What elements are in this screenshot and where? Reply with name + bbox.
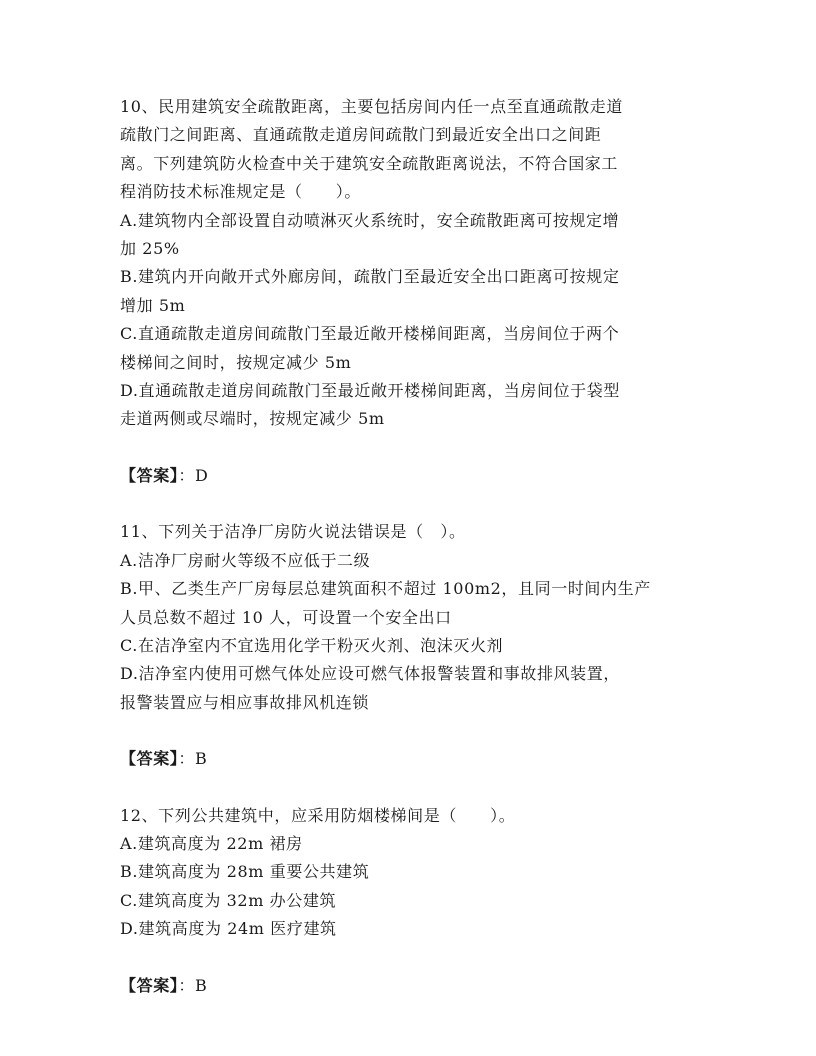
option-line: D.直通疏散走道房间疏散门至最近敞开楼梯间距离，当房间位于袋型	[120, 381, 620, 401]
option-line: C.直通疏散走道房间疏散门至最近敞开楼梯间距离，当房间位于两个	[120, 324, 620, 344]
document-page	[120, 93, 700, 1000]
option-line: 增加 5m	[120, 295, 186, 315]
option-line: A.洁净厂房耐火等级不应低于二级	[120, 550, 371, 570]
option-line: B.甲、乙类生产厂房每层总建筑面积不超过 100m2，且同一时间内生产	[120, 579, 651, 599]
option-line: D.建筑高度为 24m 医疗建筑	[120, 919, 337, 939]
option-line: C.建筑高度为 32m 办公建筑	[120, 890, 337, 910]
question-stem	[120, 802, 700, 830]
spacer	[120, 490, 700, 518]
spacer	[120, 434, 700, 462]
answer-line	[120, 462, 700, 490]
option-line: 人员总数不超过 10 人，可设置一个安全出口	[120, 607, 452, 627]
stem-line: 10、民用建筑安全疏散距离，主要包括房间内任一点至直通疏散走道	[120, 97, 623, 116]
spacer	[120, 717, 700, 745]
answer-label: 【答案】	[120, 975, 179, 995]
question-12	[120, 802, 700, 1000]
answer-label: 【答案】	[120, 749, 179, 769]
question-stem	[120, 93, 700, 207]
question-10	[120, 93, 700, 518]
stem-line: 离。下列建筑防火检查中关于建筑安全疏散距离说法，不符合国家工	[120, 153, 619, 173]
question-options	[120, 547, 700, 717]
question-stem	[120, 518, 700, 546]
stem-line: 11、下列关于洁净厂房防火说法错误是（ ）。	[120, 522, 466, 542]
answer-line	[120, 745, 700, 773]
option-line: B.建筑高度为 28m 重要公共建筑	[120, 862, 370, 882]
option-line: 报警装置应与相应事故排风机连锁	[120, 692, 370, 712]
option-line: D.洁净室内使用可燃气体处应设可燃气体报警装置和事故排风装置，	[120, 664, 620, 684]
stem-line: 程消防技术标准规定是（ ）。	[120, 182, 362, 202]
answer-value: ：B	[178, 975, 208, 995]
option-line: 走道两侧或尽端时，按规定减少 5m	[120, 409, 385, 429]
option-line: A.建筑高度为 22m 裙房	[120, 833, 303, 853]
answer-label: 【答案】	[120, 465, 179, 485]
question-11	[120, 518, 700, 801]
stem-line: 疏散门之间距离、直通疏散走道房间疏散门到最近安全出口之间距	[120, 125, 602, 145]
answer-line	[120, 972, 700, 1000]
option-line: A.建筑物内全部设置自动喷淋灭火系统时，安全疏散距离可按规定增	[120, 210, 620, 230]
stem-line: 12、下列公共建筑中，应采用防烟楼梯间是（ ）。	[120, 805, 516, 825]
answer-value: ：D	[178, 465, 209, 485]
spacer	[120, 944, 700, 972]
option-line: 楼梯间之间时，按规定减少 5m	[120, 352, 352, 372]
answer-value: ：B	[178, 749, 208, 769]
option-line: C.在洁净室内不宜选用化学干粉灭火剂、泡沫灭火剂	[120, 635, 504, 655]
option-line: 加 25%	[120, 239, 180, 259]
option-line: B.建筑内开向敞开式外廊房间，疏散门至最近安全出口距离可按规定	[120, 267, 620, 287]
spacer	[120, 774, 700, 802]
question-options	[120, 830, 700, 944]
question-options	[120, 207, 700, 434]
